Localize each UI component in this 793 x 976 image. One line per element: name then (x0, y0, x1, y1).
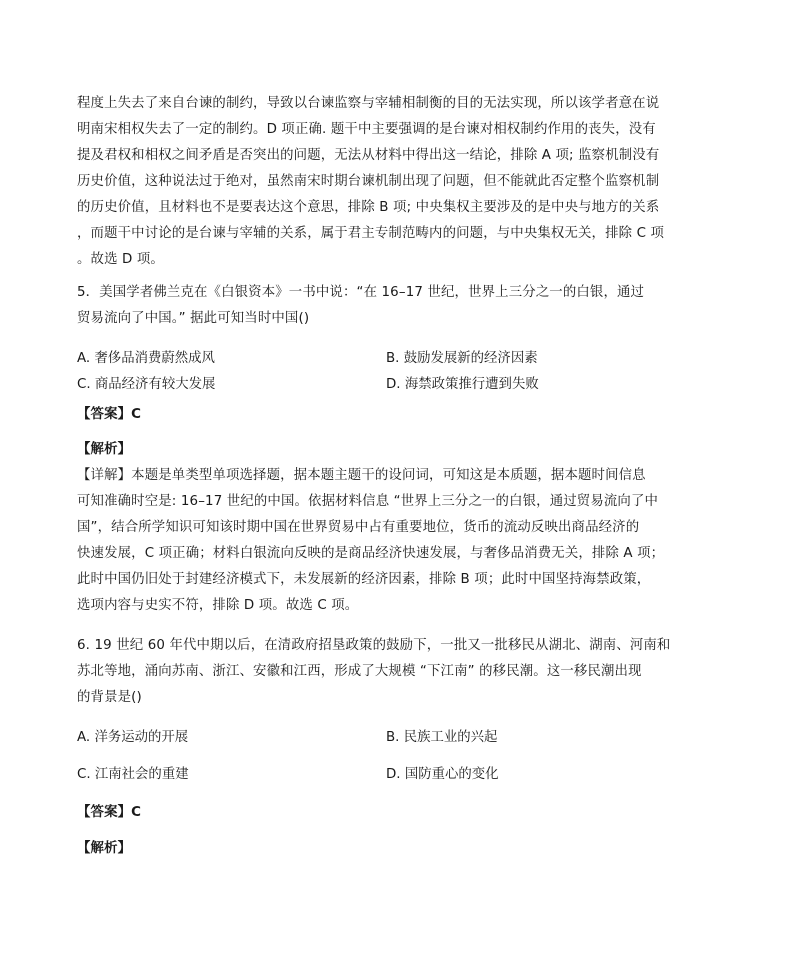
explanation-line: 的历史价值，且材料也不是要表达这个意思，排除 B 项; 中央集权主要涉及的是中央与地方的关系 (77, 200, 660, 215)
q5-detail-line: 此时中国仍旧处于封建经济模式下，未发展新的经济因素，排除 B 项；此时中国坚持海禁政策， (77, 572, 651, 587)
q5-analysis-label: 【解析】 (77, 442, 132, 457)
question-5-stem: 贸易流向了中国。” 据此可知当时中国() (77, 311, 310, 326)
q6-option-d: D. 国防重心的变化 (386, 767, 499, 782)
question-6-stem: 的背景是() (77, 690, 142, 705)
q6-option-a: A. 洋务运动的开展 (77, 730, 189, 745)
q5-detail-line: 选项内容与史实不符，排除 D 项。故选 C 项。 (77, 598, 359, 613)
explanation-line: 。故选 D 项。 (77, 252, 164, 267)
explanation-line: 提及君权和相权之间矛盾是否突出的问题，无法从材料中得出这一结论，排除 A 项; 监察机制没有 (77, 148, 660, 163)
explanation-line: 历史价值，这种说法过于绝对，虽然南宋时期台谏机制出现了问题，但不能就此否定整个监察机制 (77, 174, 660, 189)
question-5-stem: 5．美国学者佛兰克在《白银资本》一书中说：“在 16–17 世纪，世界上三分之一的白银，通过 (77, 285, 645, 300)
explanation-line: ，而题干中讨论的是台谏与宰辅的关系，属于君主专制范畴内的问题，与中央集权无关，排除 C 项 (77, 226, 665, 241)
explanation-line: 程度上失去了来自台谏的制约，导致以台谏监察与宰辅相制衡的目的无法实现，所以该学者意在说 (77, 96, 660, 111)
q5-detail-line: 国”，结合所学知识可知该时期中国在世界贸易中占有重要地位，货币的流动反映出商品经济的 (77, 520, 640, 535)
q5-option-c: C. 商品经济有较大发展 (77, 377, 216, 392)
question-6-stem: 6. 19 世纪 60 年代中期以后，在清政府招垦政策的鼓励下，一批又一批移民从湖北、湖南、河南和 (77, 638, 671, 653)
q6-option-b: B. 民族工业的兴起 (386, 730, 498, 745)
explanation-line: 明南宋相权失去了一定的制约。D 项正确. 题干中主要强调的是台谏对相权制约作用的丧失，没有 (77, 122, 656, 137)
q5-detail-line: 可知准确时空是: 16–17 世纪的中国。依据材料信息 “世界上三分之一的白银，通过贸易流向了中 (77, 494, 659, 509)
q6-answer: 【答案】C (77, 805, 142, 820)
q5-detail-line: 快速发展，C 项正确；材料白银流向反映的是商品经济快速发展，与奢侈品消费无关，排除 A 项； (77, 546, 665, 561)
q5-option-a: A. 奢侈品消费蔚然成风 (77, 351, 215, 366)
q5-option-b: B. 鼓励发展新的经济因素 (386, 351, 538, 366)
q5-detail-line: 【详解】本题是单类型单项选择题，据本题主题干的设问词，可知这是本质题，据本题时间信息 (77, 468, 646, 483)
question-6-stem: 苏北等地，涌向苏南、浙江、安徽和江西，形成了大规模 “下江南” 的移民潮。这一移民潮出现 (77, 664, 642, 679)
q6-analysis-label: 【解析】 (77, 841, 132, 856)
q5-option-d: D. 海禁政策推行遭到失败 (386, 377, 539, 392)
q5-answer: 【答案】C (77, 407, 142, 422)
q6-option-c: C. 江南社会的重建 (77, 767, 189, 782)
